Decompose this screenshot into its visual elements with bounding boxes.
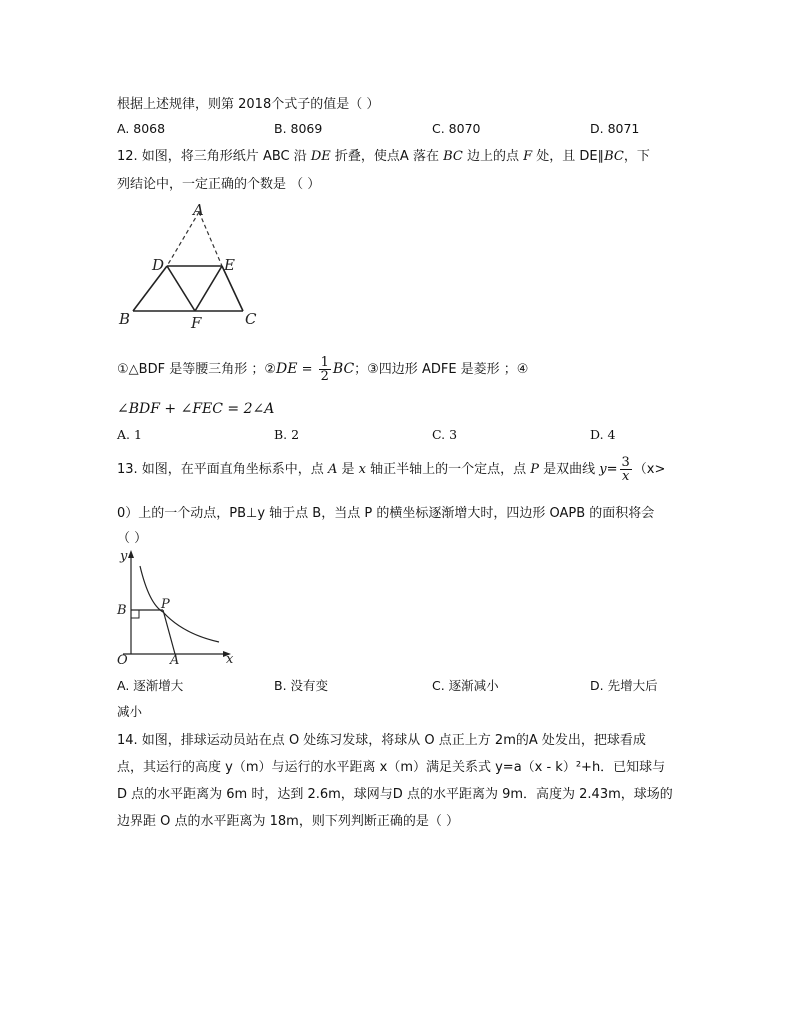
label-c: C	[245, 310, 257, 328]
label-b: B	[117, 603, 127, 618]
label-a: A	[193, 201, 204, 219]
q12-option-a: A. 1	[117, 427, 142, 442]
q13-line3: （ ）	[117, 531, 148, 546]
q14-line2: 点，其运行的高度 y（m）与运行的水平距离 x（m）满足关系式 y=a（x - k）²+h．已知球与	[117, 760, 666, 775]
label-p: P	[161, 597, 170, 612]
label-y: y	[120, 549, 128, 564]
q12-option-d: D. 4	[590, 427, 616, 442]
q12-option-c: C. 3	[432, 427, 458, 442]
q12-angle-expr: ∠BDF + ∠FEC = 2∠A	[117, 401, 275, 417]
q12-line2: 列结论中，一定正确的个数是 （ ）	[117, 177, 321, 192]
q12-statements: ①△BDF 是等腰三角形 ；②DE = $\frac{1}{2}$ BC；③四边形 ADFE 是菱形 ；④	[117, 355, 529, 384]
label-f: F	[191, 314, 202, 332]
q13-line2: 0）上的一个动点，PB⊥y 轴于点 B，当点 P 的横坐标逐渐增大时，四边形 OAPB 的面积将会	[117, 506, 655, 521]
label-a: A	[170, 653, 180, 668]
q14-line1: 14. 如图，排球运动员站在点 O 处练习发球，将球从 O 点正上方 2m的A 处发出，把球看成	[117, 733, 646, 748]
q13-figure	[113, 546, 243, 668]
label-o: O	[117, 653, 128, 668]
q14-line4: 边界距 O 点的水平距离为 18m，则下列判断正确的是（ ）	[117, 814, 459, 829]
q11-option-a: A. 8068	[117, 121, 166, 136]
label-d: D	[152, 256, 165, 274]
q12-figure	[115, 200, 265, 335]
q11-option-c: C. 8070	[432, 121, 481, 136]
q11-option-d: D. 8071	[590, 121, 640, 136]
label-b: B	[119, 310, 131, 328]
q13-option-c: C. 逐渐减小	[432, 678, 499, 693]
label-x: x	[226, 652, 234, 667]
q13-option-d: D. 先增大后	[590, 678, 658, 693]
q13-option-a: A. 逐渐增大	[117, 678, 184, 693]
q13-option-b: B. 没有变	[274, 678, 329, 693]
q14-line3: D 点的水平距离为 6m 时，达到 2.6m，球网与D 点的水平距离为 9m．高度为 2.43m，球场的	[117, 787, 673, 802]
q12-line1: 12. 如图，将三角形纸片 ABC 沿 DE 折叠，使点A 落在 BC 边上的点 F 处，且 DE∥BC，下	[117, 149, 650, 164]
q13-line1: 13. 如图，在平面直角坐标系中，点 A 是 x 轴正半轴上的一个定点，点 P 是双曲线 y= $\frac{3}{x}$ （x>	[117, 455, 666, 484]
q12-option-b: B. 2	[274, 427, 300, 442]
q11-option-b: B. 8069	[274, 121, 323, 136]
q13-option-d-wrap: 减小	[117, 704, 143, 719]
intro-text: 根据上述规律，则第 2018个式子的值是（ ）	[117, 97, 380, 112]
label-e: E	[224, 256, 235, 274]
